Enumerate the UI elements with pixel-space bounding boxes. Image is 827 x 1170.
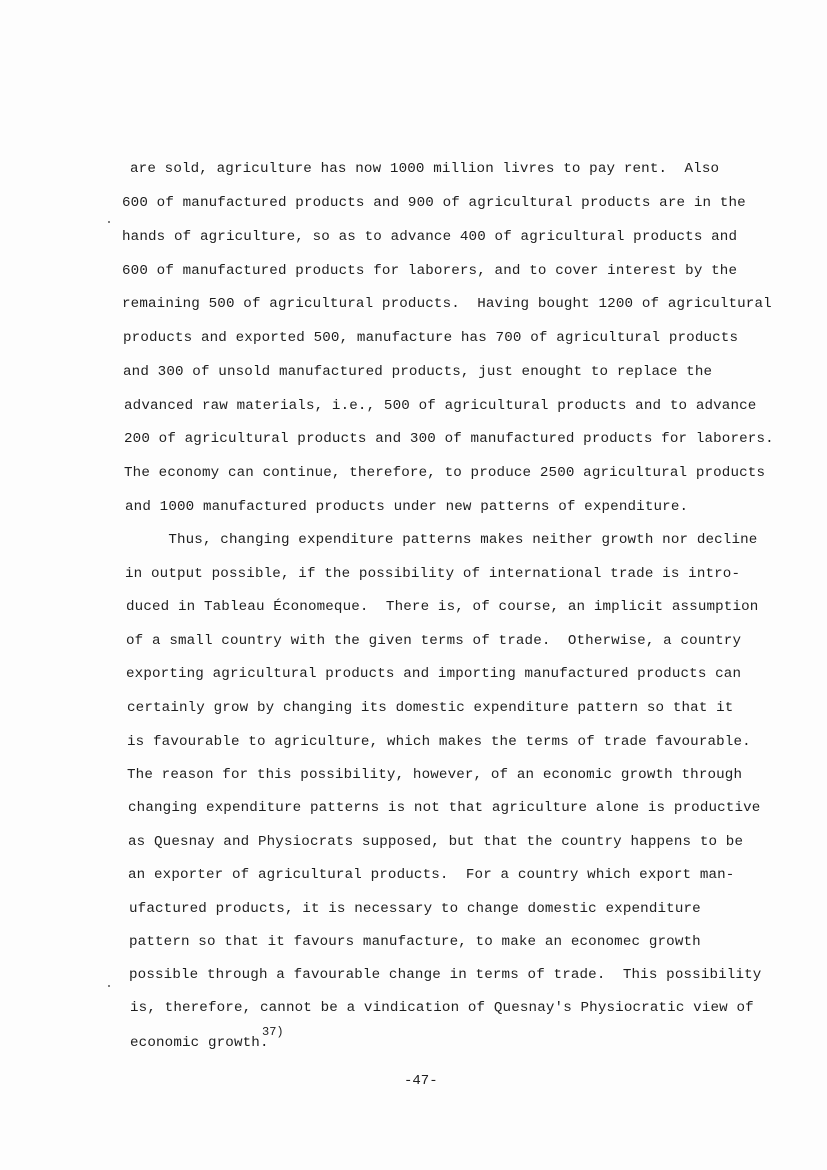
text-line-18: is favourable to agriculture, which makes the terms of trade favourable. [127,734,751,750]
text-line-19: The reason for this possibility, however, of an economic growth through [127,767,743,783]
text-line-11: and 1000 manufactured products under new patterns of expenditure. [125,499,689,515]
margin-mark [108,221,110,223]
text-line-17: certainly grow by changing its domestic expenditure pattern so that it [127,700,734,716]
text-line-22: an exporter of agricultural products. For a country which export man- [128,867,735,883]
text-line-20: changing expenditure patterns is not that agriculture alone is productive [128,800,761,816]
text-line-21: as Quesnay and Physiocrats supposed, but that the country happens to be [128,834,744,850]
text-line-24: pattern so that it favours manufacture, to make an economec growth [129,934,701,950]
text-line-25: possible through a favourable change in terms of trade. This possibility [129,967,762,983]
text-line-13: in output possible, if the possibility of international trade is intro- [125,566,741,582]
text-line-6: products and exported 500, manufacture has 700 of agricultural products [123,330,739,346]
page-number: -47- [404,1073,438,1089]
text-line-26: is, therefore, cannot be a vindication of Quesnay's Physiocratic view of [130,1000,754,1016]
text-line-4: 600 of manufactured products for laborers, and to cover interest by the [122,263,738,279]
text-line-23: ufactured products, it is necessary to change domestic expenditure [129,901,701,917]
text-line-5: remaining 500 of agricultural products. Having bought 1200 of agricultural [122,296,772,312]
footnote-reference: 37) [262,1025,284,1039]
text-line-15: of a small country with the given terms of trade. Otherwise, a country [126,633,742,649]
text-line-7: and 300 of unsold manufactured products, just enought to replace the [123,364,713,380]
text-line-12: Thus, changing expenditure patterns makes neither growth nor decline [125,532,758,548]
text-line-2: 600 of manufactured products and 900 of agricultural products are in the [122,195,746,211]
text-line-9: 200 of agricultural products and 300 of manufactured products for laborers. [124,431,774,447]
text-line-14: duced in Tableau Économeque. There is, of course, an implicit assumption [126,599,759,615]
text-line-8: advanced raw materials, i.e., 500 of agricultural products and to advance [124,398,757,414]
text-line-1: are sold, agriculture has now 1000 million livres to pay rent. Also [130,161,720,177]
text-line-3: hands of agriculture, so as to advance 400 of agricultural products and [122,229,738,245]
margin-mark [108,985,110,987]
text-line-27: economic growth. [130,1035,269,1051]
text-line-16: exporting agricultural products and importing manufactured products can [126,666,742,682]
text-line-10: The economy can continue, therefore, to produce 2500 agricultural products [124,465,766,481]
